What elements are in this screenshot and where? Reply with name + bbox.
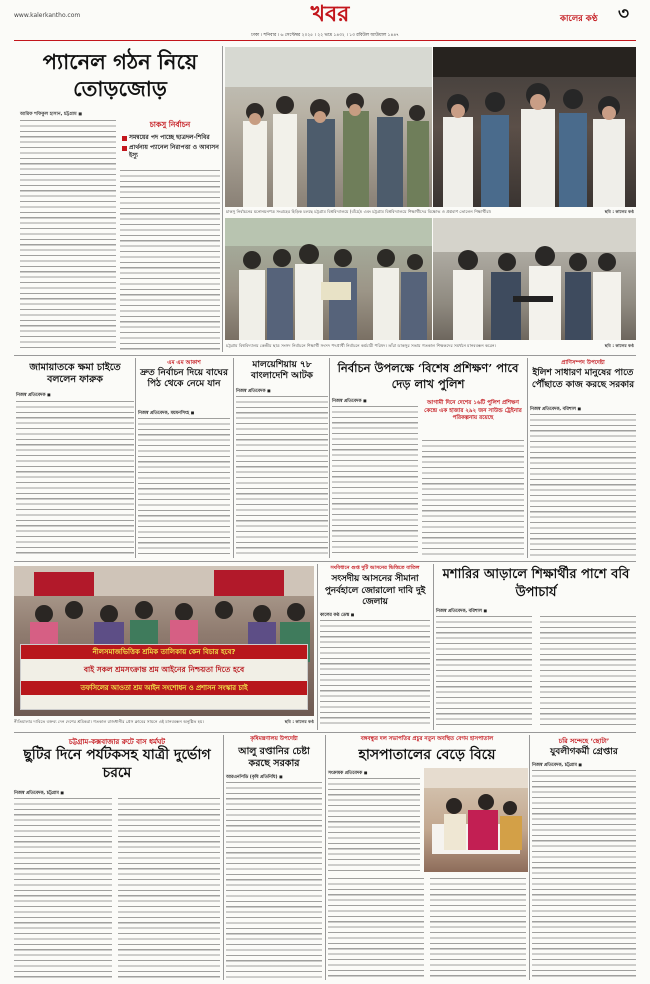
site-url[interactable]: www.kalerkantho.com [14, 12, 81, 19]
body-election-fast [138, 418, 230, 557]
byline-election-fast: নিজস্ব প্রতিবেদক, ময়মনসিংহ ◼ [138, 411, 195, 416]
bullet-square-icon [122, 136, 127, 141]
body-police-col2 [422, 440, 524, 557]
byline-rape: নিজস্ব প্রতিবেদক, চট্টগ্রাম ◼ [532, 763, 582, 768]
col-rule [329, 358, 330, 558]
body-hospital-col1 [328, 778, 420, 872]
col-rule [233, 358, 234, 558]
body-mosquito-col1 [436, 616, 532, 728]
byline-mosquito: নিজস্ব প্রতিবেদক, বরিশাল ◼ [436, 609, 488, 614]
headline-rape[interactable]: যুবলীগকর্মী গ্রেপ্তার [550, 747, 618, 757]
tag-rape: চরি সন্দেহে ‘ছোটা’ [558, 737, 610, 745]
caption-protest-text: নীতিমালার দাবিতে বক্তব্য দেন দেশের শ্রমিকরা। গতকাল রাজধানীর প্রেস ক্লাবের সামনে এই মানববন্ধন অনুষ্ঠিত হয়। [14, 719, 204, 724]
headline-potato[interactable]: আলু রপ্তানির চেষ্টা করছে সরকার [238, 746, 310, 769]
body-rape [532, 770, 636, 978]
caption-top-text: চাকসু নির্বাচনের মনোনয়নপত্র সংগ্রহের হিড়িক চলছে চট্টগ্রাম বিশ্ববিদ্যালয়ে (বাঁয়ে)। এবং চট্টগ্রাম বিশ্ববিদ্যালয়ে শিক্ষার্থীদের বিক্ষোভ ও প্রশ্নবাণ তোলেন শিক্ষার্থীরা। [226, 209, 492, 214]
tag-election-fast: এম এম আকাশ [167, 360, 201, 366]
col-rule [527, 358, 528, 558]
bullet-text: প্রার্থনায় প্যানেল নিরাপত্তা ও আবাসন ইস্যু [129, 144, 219, 159]
center-logo: খবর [310, 1, 350, 27]
bullet-item [122, 144, 220, 160]
body-police-col1 [332, 406, 418, 557]
photo-human-chain-2 [433, 218, 636, 340]
photo-wedding-figures [424, 768, 528, 872]
caption-top [226, 209, 634, 215]
tag-potato: কৃষিমন্ত্রণালয় উপদেষ্টা [250, 736, 298, 742]
tag-seat: সংবিধানে গুপ্ত দুটি আসনের ভিত্তিতে বাতিল [330, 565, 420, 571]
bullet-square-icon [122, 146, 127, 151]
protest-banner [20, 644, 308, 710]
col-rule [135, 358, 136, 558]
tag-hospital: বঙ্গবন্ধুর দল সভাপতির প্রচুর নতুন অবস্থিত বেগম হাসপাতাল [360, 736, 494, 742]
byline-jamayat: নিজস্ব প্রতিবেদক ◼ [16, 393, 51, 398]
body-hospital-col3 [430, 878, 526, 978]
body-potato [226, 782, 322, 978]
byline-malaysia: নিজস্ব প্রতিবেদক ◼ [236, 389, 271, 394]
photo-nomination [225, 47, 432, 207]
photo-students-figures [433, 47, 636, 207]
col-rule [433, 564, 434, 730]
col-rule [223, 735, 224, 980]
col-rule [317, 564, 318, 730]
masthead [0, 0, 650, 40]
headline-hilsa[interactable]: ইলিশ সাধারণ মানুষের পাতে পৌঁছাতে কাজ করছে সরকার [531, 368, 635, 390]
body-seat [320, 620, 430, 728]
divider-row2 [14, 561, 636, 562]
headline-panel[interactable]: প্যানেল গঠন নিয়ে তোড়জোড় [42, 49, 198, 101]
photo-labour-protest [14, 566, 314, 716]
photo-human-chain-1 [225, 218, 432, 340]
photo-hospital-wedding [424, 768, 528, 872]
photo-press-figures [433, 218, 636, 340]
headline-ctg[interactable]: ছুটির দিনে পর্যটকসহ যাত্রী দুর্ভোগ চরমে [23, 747, 211, 781]
photo-protest-students [433, 47, 636, 207]
headline-police[interactable]: নির্বাচন উপলক্ষে ‘বিশেষ প্রশিক্ষণ’ পাবে দেড় লাখ পুলিশ [337, 361, 519, 391]
caption-mid-text: চট্টগ্রাম বিশ্ববিদ্যালয় কেন্দ্রীয় ছাত্র সংসদ নির্বাচনে শিক্ষার্থী সংসদ পদপ্রার্থী নির্বাচনে কর্মচারী পরিষদ। তাঁরা ডাকসুর সভায় গতকাল শিক্ষকদের সমর্থনে মানববন্ধন করেন। [226, 343, 497, 348]
headline-seat[interactable]: সংসদীয় আসনের সীমানা পুনর্বহালে জোরালো দাবি দুই জেলায় [324, 574, 426, 607]
byline-potato: আরএনপিডি (কৃষি প্রতিনিধি) ◼ [226, 775, 283, 780]
photo-crowd-figures [225, 47, 432, 207]
banner-line-2: বাই সকল শ্রমসংক্রান্ত শ্রম আইনের নিশ্চয়তা দিতে হবে [83, 665, 245, 674]
body-jamayat [16, 401, 134, 557]
caption-top-credit: ছবি : কালের কণ্ঠ [604, 209, 634, 214]
bullet-item [122, 134, 220, 142]
body-hilsa [530, 414, 636, 557]
banner-line-1: নীলসমাজভিত্তিক শ্রমিক তালিকায় কেন বিচার হবে? [21, 645, 307, 659]
masthead-rule [14, 40, 636, 41]
byline-hospital: সংক্রামক প্রতিবেদক ◼ [328, 771, 368, 776]
body-hospital-col2 [328, 878, 424, 978]
section-tag-panel: চাকসু নির্বাচন [149, 120, 191, 129]
body-ctg-col1 [14, 798, 112, 978]
tag-ctg: চট্টগ্রাম-কক্সবাজার রুটে বাস ধর্মঘট [68, 738, 166, 746]
bullet-text: সমন্বয়ের পদ পাচ্ছে ছাত্রদল-শিবির [129, 134, 210, 141]
caption-protest-credit: ছবি : কালের কণ্ঠ [284, 719, 314, 724]
bullets-panel [122, 134, 220, 160]
paper-name: কালের কণ্ঠ [560, 14, 598, 24]
col-rule [325, 735, 326, 980]
col-rule [529, 735, 530, 980]
headline-malaysia[interactable]: মালয়েশিয়ায় ৭৮ বাংলাদেশি আটক [251, 360, 313, 381]
byline-hilsa: নিজস্ব প্রতিবেদক, বরিশাল ◼ [530, 407, 582, 412]
banner-line-3: তফসিলের আওতা শ্রম আইন সংশোধন ও প্রশাসন সংস্কার চাই [21, 681, 307, 695]
caption-mid [226, 343, 634, 349]
dateline: ঢাকা । শনিবার । ৬ সেপ্টেম্বর ২০২৫ । ২২ ভাদ্র ১৪৩২ । ১৩ রবিউল আউয়াল ১৪৪৭ [251, 33, 399, 38]
headline-jamayat[interactable]: জামায়াতকে ক্ষমা চাইতে বললেন ফারুক [29, 362, 121, 385]
byline-ctg: নিজস্ব প্রতিবেদক, চট্টগ্রাম ◼ [14, 791, 64, 796]
body-mosquito-col2 [540, 616, 636, 728]
byline-seat: কালের কণ্ঠ ডেস্ক ◼ [320, 613, 355, 618]
subhead-police: আগামী দিনে দেশের ১৬টি পুলিশ প্রশিক্ষণ কেন্দ্রে এক হাজার ২৯২ জন সাউন্ড ট্রেইনার পরিকল্পনায় রয়েছে [424, 400, 522, 421]
body-ctg-col2 [118, 798, 220, 978]
col-rule [222, 46, 223, 352]
headline-mosquito[interactable]: মশারির আড়ালে শিক্ষার্থীর পাশে ববি উপাচার্য [442, 567, 630, 600]
caption-mid-credit: ছবি : কালের কণ্ঠ [604, 343, 634, 348]
body-malaysia [236, 396, 328, 557]
tag-hilsa: প্রাণিসম্পদ উপদেষ্টা [561, 360, 605, 366]
caption-protest [14, 719, 314, 725]
body-panel-col2 [120, 170, 220, 352]
byline-police: নিজস্ব প্রতিবেদক ◼ [332, 399, 367, 404]
divider-row1 [14, 355, 636, 356]
page-number: ৩ [618, 4, 630, 24]
headline-hospital[interactable]: হাসপাতালের বেড়ে বিয়ে [358, 747, 496, 763]
photo-human-chain-figures [225, 218, 432, 340]
byline-panel: আরিফ শফিকুল হাসান, চট্টগ্রাম ◼ [20, 112, 83, 117]
headline-election-fast[interactable]: দ্রুত নির্বাচন দিয়ে বাঘের পিঠ থেকে নেমে যান [140, 368, 228, 389]
body-panel-col1 [20, 120, 116, 352]
divider-row3 [14, 732, 636, 733]
